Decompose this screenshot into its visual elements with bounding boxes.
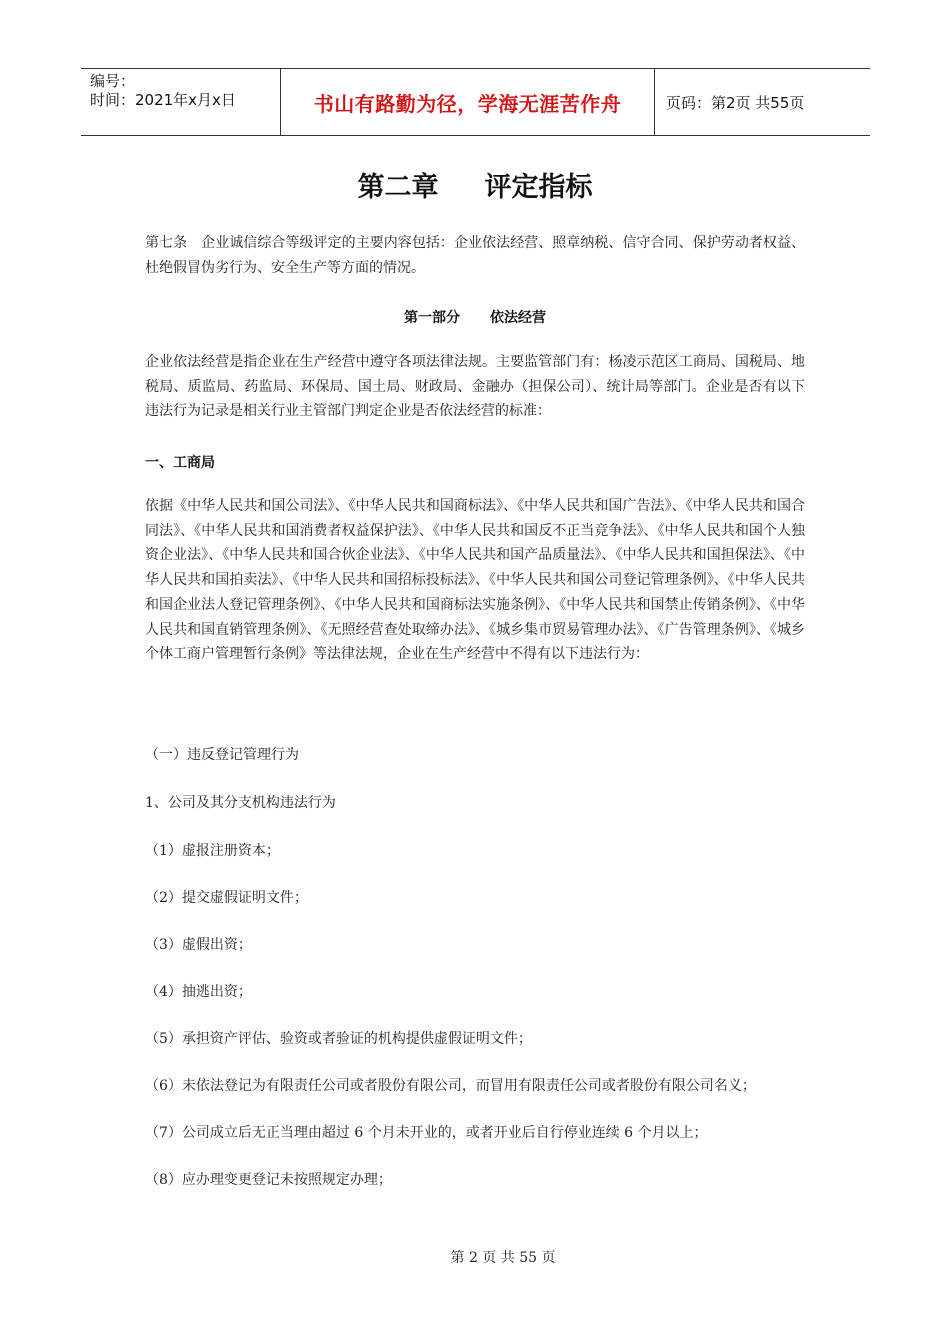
list-item: （4）抽逃出资； xyxy=(145,984,252,1000)
header-motto-cell xyxy=(281,69,655,135)
list-item: （2）提交虚假证明文件； xyxy=(145,890,308,906)
page-info: 页码：第2页 共55页 xyxy=(666,93,805,112)
number-label: 编号： xyxy=(90,72,136,90)
list-item: （3）虚假出资； xyxy=(145,937,252,953)
header-meta-cell xyxy=(81,69,281,135)
article-7-paragraph: 第七条 企业诚信综合等级评定的主要内容包括：企业依法经营、照章纳税、信守合同、保护劳动者权益、杜绝假冒伪劣行为、安全生产等方面的情况。 xyxy=(145,235,805,276)
time-label: 时间：2021年x月x日 xyxy=(90,91,236,109)
subsection-heading: （一）违反登记管理行为 xyxy=(145,747,299,763)
motto-text: 书山有路勤为径，学海无涯苦作舟 xyxy=(313,91,622,116)
laws-paragraph: 依据《中华人民共和国公司法》、《中华人民共和国商标法》、《中华人民共和国广告法》、《中华人民共和国合同法》、《中华人民共和国消费者权益保护法》、《中华人民共和国反不正当竞争法》、《中华人民共和国个人独资企业法》、《中华人民共和国合伙企业法》、《中华人民共和国产品质量法》、《中华人民共和国担保法》、《中华人民共和国拍卖法》、《中华人民共和国招标投标法》、《中华人民共和国公司登记管理条例》、《中华人民共和国企业法人登记管理条例》、《中华人民共和国商标法实施条例》、《中华人民共和国禁止传销条例》、《中华人民共和国直销管理条例》、《无照经营查处取缔办法》、《城乡集市贸易管理办法》、《广告管理条例》、《城乡个体工商户管理暂行条例》等法律法规，企业在生产经营中不得有以下违法行为： xyxy=(145,498,805,663)
part-number: 第一部分 xyxy=(404,310,460,326)
page-footer: 第 2 页 共 55 页 xyxy=(450,1250,556,1266)
list-item: （5）承担资产评估、验资或者验证的机构提供虚假证明文件； xyxy=(145,1031,532,1047)
list-item: （8）应办理变更登记未按照规定办理； xyxy=(145,1172,392,1188)
page-header xyxy=(81,68,870,136)
header-page-cell xyxy=(655,69,870,135)
intro-paragraph: 企业依法经营是指企业在生产经营中遵守各项法律法规。主要监管部门有：杨凌示范区工商局、国税局、地税局、质监局、药监局、环保局、国土局、财政局、金融办（担保公司）、统计局等部门。企业是否有以下违法行为记录是相关行业主管部门判定企业是否依法经营的标准： xyxy=(145,354,805,420)
chapter-name: 评定指标 xyxy=(484,172,593,203)
chapter-number: 第二章 xyxy=(357,172,439,203)
list-item: （6）未依法登记为有限责任公司或者股份有限公司，而冒用有限责任公司或者股份有限公司名义； xyxy=(145,1078,756,1094)
part-title: 依法经营 xyxy=(490,310,546,326)
chapter-title xyxy=(0,165,950,204)
part-heading xyxy=(0,307,950,327)
subsubsection-heading: 1、公司及其分支机构违法行为 xyxy=(145,795,336,811)
section-heading: 一、工商局 xyxy=(145,455,215,471)
list-item: （7）公司成立后无正当理由超过 6 个月未开业的，或者开业后自行停业连续 6 个月以上； xyxy=(145,1125,708,1141)
list-item: （1）虚报注册资本； xyxy=(145,843,280,859)
